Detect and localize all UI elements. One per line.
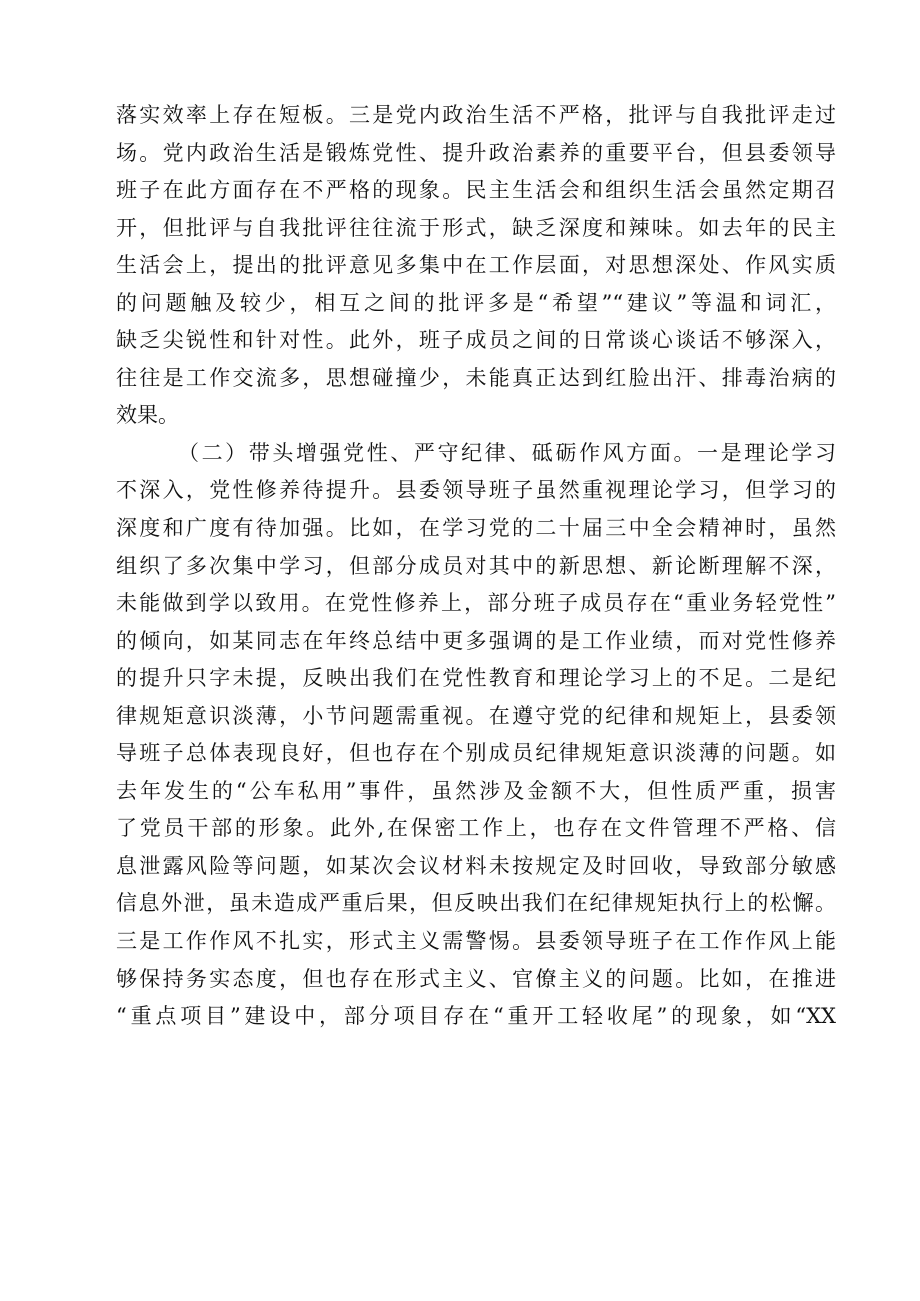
text-line: 开，但批评与自我批评往往流于形式，缺乏深度和辣味。如去年的民主 — [116, 215, 836, 240]
text-line: 信息外泄，虽未造成严重后果，但反映出我们在纪律规矩执行上的松懈。 — [116, 891, 836, 916]
text-line: 了党员干部的形象。此外,在保密工作上，也存在文件管理不严格、信 — [116, 816, 836, 841]
text-line: 律规矩意识淡薄，小节问题需重视。在遵守党的纪律和规矩上，县委领 — [116, 703, 836, 728]
text-line: 不深入，党性修养待提升。县委领导班子虽然重视理论学习，但学习的 — [116, 478, 836, 503]
text-line: “重点项目”建设中，部分项目存在“重开工轻收尾”的现象，如“XX — [116, 1004, 836, 1029]
text-line: 的倾向，如某同志在年终总结中更多强调的是工作业绩，而对党性修养 — [116, 628, 836, 653]
text-line: 导班子总体表现良好，但也存在个别成员纪律规矩意识淡薄的问题。如 — [116, 741, 836, 766]
document-body — [116, 97, 836, 1036]
paragraph-end-line: 效果。 — [116, 403, 179, 428]
text-line: 息泄露风险等问题，如某次会议材料未按规定及时回收，导致部分敏感 — [116, 853, 836, 878]
text-line: 够保持务实态度，但也存在形式主义、官僚主义的问题。比如，在推进 — [116, 966, 836, 991]
text-line: 往往是工作交流多，思想碰撞少，未能真正达到红脸出汗、排毒治病的 — [116, 365, 836, 390]
text-line: 去年发生的“公车私用”事件，虽然涉及金额不大，但性质严重，损害 — [116, 778, 836, 803]
text-line: 未能做到学以致用。在党性修养上，部分班子成员存在“重业务轻党性” — [116, 591, 836, 616]
text-line: 深度和广度有待加强。比如，在学习党的二十届三中全会精神时，虽然 — [116, 516, 836, 541]
text-line: 落实效率上存在短板。三是党内政治生活不严格，批评与自我批评走过 — [116, 103, 836, 127]
text-line: 生活会上，提出的批评意见多集中在工作层面，对思想深处、作风实质 — [116, 253, 836, 278]
text-line: 班子在此方面存在不严格的现象。民主生活会和组织生活会虽然定期召 — [116, 178, 836, 203]
text-line: 组织了多次集中学习，但部分成员对其中的新思想、新论断理解不深， — [116, 553, 836, 578]
text-line: 缺乏尖锐性和针对性。此外，班子成员之间的日常谈心谈话不够深入， — [116, 328, 836, 353]
text-line: 三是工作作风不扎实，形式主义需警惕。县委领导班子在工作作风上能 — [116, 929, 836, 954]
text-line: 的问题触及较少，相互之间的批评多是“希望”“建议”等温和词汇， — [116, 290, 836, 315]
text-line: 的提升只字未提，反映出我们在党性教育和理论学习上的不足。二是纪 — [116, 666, 836, 691]
section-heading-line: （二）带头增强党性、严守纪律、砥砺作风方面。一是理论学习 — [178, 440, 836, 465]
text-line: 场。党内政治生活是锻炼党性、提升政治素养的重要平台，但县委领导 — [116, 140, 836, 165]
